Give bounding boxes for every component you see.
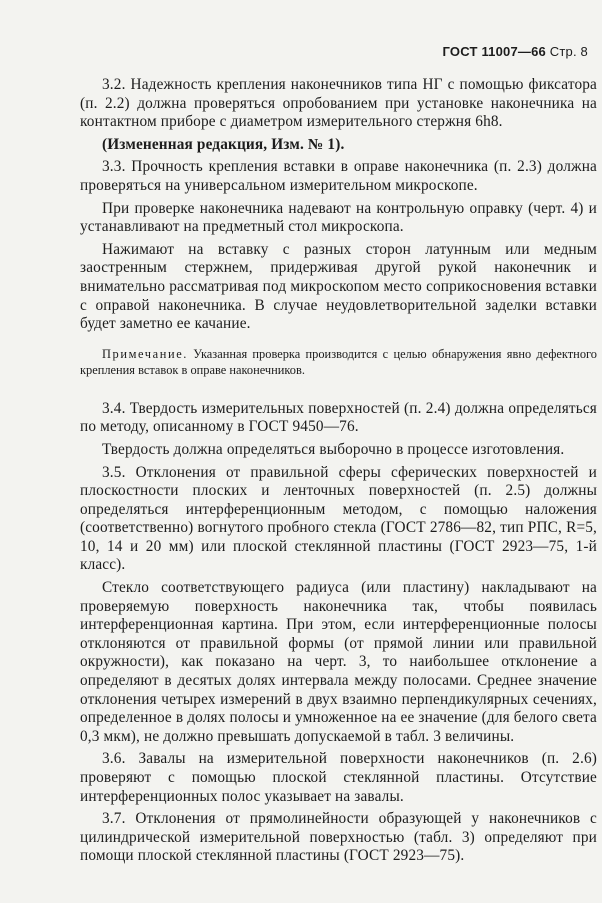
- paragraph-3-3: 3.3. Прочность крепления вставки в оправе наконечника (п. 2.3) должна проверяться на универсальном измерительном микроскопе.: [80, 158, 597, 194]
- body-text: [80, 76, 597, 870]
- standard-number: ГОСТ 11007—66: [442, 44, 546, 59]
- paragraph-3-6: 3.6. Завалы на измерительной поверхности наконечников (п. 2.6) проверяют с помощью плоской стеклянной пластины. Отсутствие интерференционных полос указывает на завалы.: [80, 750, 597, 805]
- paragraph-3-3-check: При проверке наконечника надевают на контрольную оправку (черт. 4) и устанавливают на предметный стол микроскопа.: [80, 199, 597, 236]
- paragraph-3-2: 3.2. Надежность крепления наконечников типа НГ с помощью фиксатора (п. 2.2) должна проверяться опробованием при установке наконечника на контактном приборе с диаметром измерительного стержня 6h8.: [80, 76, 597, 131]
- page-number: Стр. 8: [549, 44, 588, 59]
- paragraph-3-4: 3.4. Твердость измерительных поверхностей (п. 2.4) должна определяться по методу, описанному в ГОСТ 9450—76.: [80, 399, 597, 436]
- note: [80, 346, 597, 378]
- paragraph-3-5: 3.5. Отклонения от правильной сферы сферических поверхностей и плоскостности плоских и ленточных поверхностей (п. 2.5) должны определяться интерференционным методом, с помощью наложения (соответственно) вогнутого пробного стекла (ГОСТ 2786—82, тип РПС, R=5, 10, 14 и 20 мм) или плоской стеклянной пластины (ГОСТ 2923—75, 1-й класс).: [80, 463, 597, 574]
- paragraph-3-7: 3.7. Отклонения от прямолинейности образующей у наконечников с цилиндрической измерительной поверхностью (табл. 3) определяют при помощи плоской стеклянной пластины (ГОСТ 2923—75).: [80, 810, 597, 865]
- page-header: [443, 44, 588, 59]
- note-label: Примечание.: [102, 346, 188, 361]
- paragraph-3-3-press: Нажимают на вставку с разных сторон латунным или медным заостренным стержнем, придерживая другой рукой наконечник и внимательно рассматривая под микроскопом место соприкосновения вставки с оправой наконечника. В случае неудовлетворительной заделки вставки будет заметно ее качание.: [80, 240, 597, 333]
- note-text: Указанная проверка производится с целью обнаружения явно дефектного крепления вставок в оправе наконечников.: [80, 346, 597, 377]
- paragraph-3-5-procedure: Стекло соответствующего радиуса (или пластину) накладывают на проверяемую поверхность наконечника так, чтобы появилась интерференционная картина. При этом, если интерференционные полосы отклоняются от правильной формы (от прямой линии или правильной окружности), как показано на черт. 3, то наибольшее отклонение a определяют в десятых долях интервала между полосами. Среднее значение отклонения четырех измерений в двух взаимно перпендикулярных сечениях, определенное в долях полосы и умноженное на ее значение (для белого света 0,3 мкм), не должно превышать допускаемой в табл. 3 величины.: [80, 579, 597, 745]
- amendment-note: (Измененная редакция, Изм. № 1).: [102, 135, 345, 153]
- paragraph-3-4-sampling: Твердость должна определяться выборочно в процессе изготовления.: [102, 440, 565, 458]
